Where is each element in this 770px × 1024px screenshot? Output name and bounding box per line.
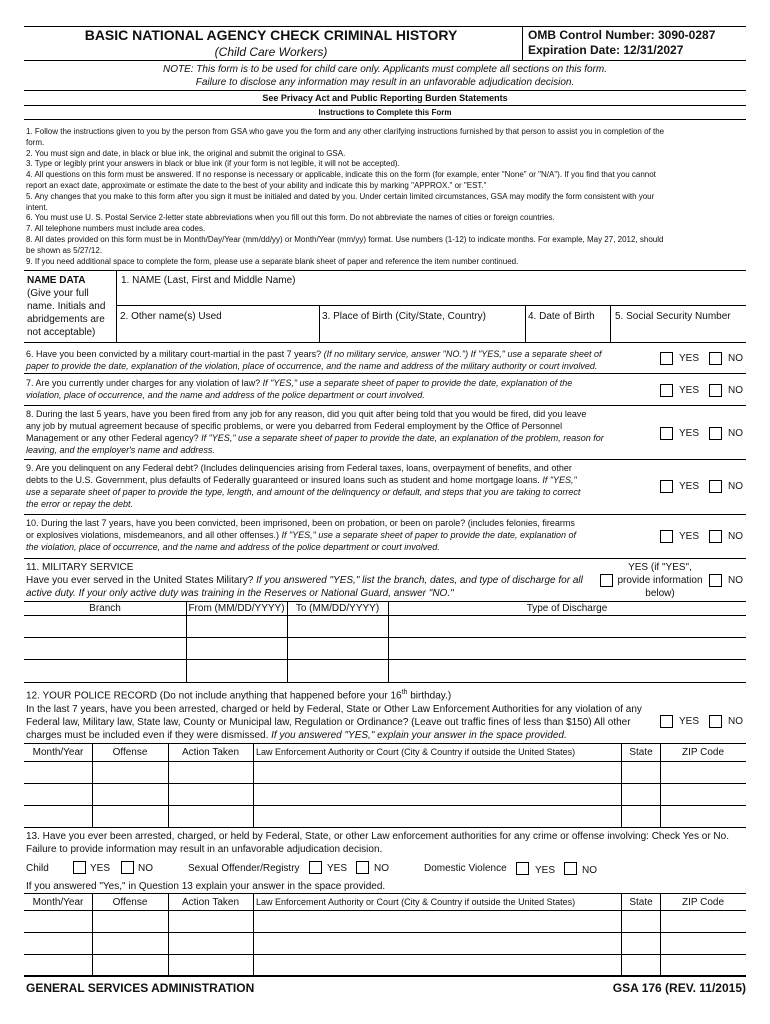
police-col-header: Action Taken bbox=[181, 747, 240, 758]
q13-domestic-label: Domestic Violence bbox=[424, 863, 507, 874]
military-table-bottom bbox=[24, 682, 746, 683]
q10-instruction: the violation, place of occurrence, and the name and address of the police department or court involved. bbox=[26, 542, 440, 552]
q7-yes-label: YES bbox=[679, 385, 700, 396]
q10-rule bbox=[24, 558, 746, 559]
q13-domestic-yes-checkbox[interactable] bbox=[516, 862, 529, 875]
q12-heading-sup: th bbox=[401, 689, 408, 696]
q11-no-checkbox[interactable] bbox=[709, 574, 722, 587]
q7-yes-checkbox[interactable] bbox=[660, 384, 673, 397]
expiration-date: Expiration Date: 12/31/2027 bbox=[528, 43, 684, 57]
q6-yes-label: YES bbox=[679, 353, 700, 364]
q9-instruction: If "YES," bbox=[539, 475, 577, 485]
police-col-header: Month/Year bbox=[32, 747, 84, 758]
military-col-header: To (MM/DD/YYYY) bbox=[295, 603, 380, 614]
q8-no-label: NO bbox=[728, 428, 743, 439]
place-of-birth-field[interactable] bbox=[320, 306, 525, 341]
q7-no-label: NO bbox=[728, 385, 743, 396]
q8-yes-checkbox[interactable] bbox=[660, 427, 673, 440]
q10-yes-checkbox[interactable] bbox=[660, 530, 673, 543]
q8-text: any job by mutual agreement because of specific problems, or were you debarred from Federal employment by the Office of Personnel bbox=[26, 421, 563, 431]
q13-child-yes-label: YES bbox=[90, 863, 111, 874]
police-row[interactable] bbox=[24, 762, 746, 783]
header-rule bbox=[24, 60, 746, 61]
q9-text: debts to the U.S. Government, plus defaults of Federally guaranteed or insured loans such as student and home mortgage loans. bbox=[26, 475, 540, 485]
question-6 bbox=[26, 348, 654, 372]
q13-domestic-no-checkbox[interactable] bbox=[564, 862, 577, 875]
q12-text: charges must be included even if they were dismissed. bbox=[26, 730, 269, 741]
form-subtitle: (Child Care Workers) bbox=[214, 45, 328, 59]
instruction-line: 6. You must use U. S. Postal Service 2-letter state abbreviations when you fill out this form. Do not abbreviate the names of cities or foreign countries. bbox=[26, 213, 555, 223]
instruction-line: form. bbox=[26, 137, 45, 147]
q10-no-checkbox[interactable] bbox=[709, 530, 722, 543]
q9-text: 9. Are you delinquent on any Federal debt? (Includes delinquencies arising from Federal taxes, loans, overpayment of benefits, and other bbox=[26, 463, 572, 473]
military-row[interactable] bbox=[24, 616, 746, 637]
q11-text: Have you ever served in the United States Military? bbox=[26, 575, 254, 586]
instructions-title: Instructions to Complete this Form bbox=[318, 108, 452, 117]
instructions-list bbox=[26, 127, 746, 267]
q13-sex-offender-no-label: NO bbox=[374, 863, 389, 874]
q6-text: 6. Have you been convicted by a military court-martial in the past 7 years? bbox=[26, 349, 322, 359]
q6-no-label: NO bbox=[728, 353, 743, 364]
q12-heading-text: birthday.) bbox=[407, 690, 452, 702]
q13-child-label: Child bbox=[26, 863, 49, 874]
instruction-line: 4. All questions on this form must be answered. If no response is necessary or applicable, indicate this on the form (for example, enter "None" or "N/A"). If you find that you cannot bbox=[26, 170, 656, 180]
q10-text: 10. During the last 7 years, have you been convicted, been imprisoned, been on probation, or been on parole? (includes felonies, firearms bbox=[26, 518, 575, 528]
question-8 bbox=[26, 408, 654, 456]
note-line-2: Failure to disclose any information may result in an unfavorable adjudication decision. bbox=[195, 77, 575, 88]
q8-rule bbox=[24, 459, 746, 460]
q13-table-bottom bbox=[24, 975, 746, 977]
q6-instruction: (If no military service, answer "NO.") If "YES," use a separate sheet of bbox=[321, 349, 602, 359]
question-9 bbox=[26, 462, 658, 510]
instruction-line: be shown as 5/27/12. bbox=[26, 245, 103, 255]
military-row[interactable] bbox=[24, 660, 746, 681]
q13-sex-offender-yes-label: YES bbox=[327, 863, 348, 874]
q12-heading-text: 12. YOUR POLICE RECORD (Do not include anything that happened before your 16 bbox=[26, 690, 402, 702]
q13-col-header: Month/Year bbox=[32, 897, 84, 908]
q11-yes-text: below) bbox=[645, 588, 675, 599]
question-7 bbox=[26, 377, 654, 401]
q10-text: or explosives violations, misdemeanors, and all other offenses.) bbox=[26, 530, 279, 540]
q9-instruction: the error or repay the debt. bbox=[26, 499, 134, 509]
question-11 bbox=[26, 561, 626, 600]
q13-child-yes-checkbox[interactable] bbox=[73, 861, 86, 874]
q9-yes-label: YES bbox=[679, 481, 700, 492]
instruction-line: report an exact date, approximate or estimate the date to the best of your ability and indicate this by marking "APPROX." or "EST." bbox=[26, 180, 487, 190]
q7-no-checkbox[interactable] bbox=[709, 384, 722, 397]
omb-number: OMB Control Number: 3090-0287 bbox=[528, 28, 716, 42]
footer-agency: GENERAL SERVICES ADMINISTRATION bbox=[26, 981, 255, 995]
q8-no-checkbox[interactable] bbox=[709, 427, 722, 440]
police-table-top bbox=[24, 743, 746, 744]
question-13 bbox=[26, 830, 746, 856]
q13-row[interactable] bbox=[24, 933, 746, 954]
instruction-line: 1. Follow the instructions given to you by the person from GSA who gave you the form and any other clarifying instructions furnished by that person to assist you in completion of the bbox=[26, 127, 665, 136]
form-title: BASIC NATIONAL AGENCY CHECK CRIMINAL HISTORY bbox=[84, 27, 458, 43]
q7-instruction: violation, place of occurrence, and the name and address of the police department or court involved. bbox=[26, 390, 425, 400]
name-data-label bbox=[27, 274, 115, 339]
q8-instruction: leaving, and the employer's name and address. bbox=[26, 445, 215, 455]
q13-row[interactable] bbox=[24, 955, 746, 975]
q11-instruction: active duty. If your only active duty was training in the Reserves or National Guard, answer "NO." bbox=[26, 588, 454, 599]
q12-no-checkbox[interactable] bbox=[709, 715, 722, 728]
instruction-line: intent. bbox=[26, 202, 48, 212]
name-data-note: abridgements are bbox=[27, 314, 105, 325]
q13-col-header: ZIP Code bbox=[681, 897, 725, 908]
q13-domestic-yes-label: YES bbox=[535, 865, 556, 876]
military-col-header: From (MM/DD/YYYY) bbox=[188, 603, 285, 614]
police-row[interactable] bbox=[24, 784, 746, 805]
q8-instruction: If "YES," use a separate sheet of paper to provide the date, an explanation of the problem, reason for bbox=[198, 433, 604, 443]
q13-sex-offender-label: Sexual Offender/Registry bbox=[188, 863, 300, 874]
q6-no-checkbox[interactable] bbox=[709, 352, 722, 365]
q12-yes-checkbox[interactable] bbox=[660, 715, 673, 728]
q11-yes-text: YES (if "YES", bbox=[628, 562, 692, 573]
q8-text: 8. During the last 5 years, have you been fired from any job for any reason, did you quit after being told that you would be fired, did you leave bbox=[26, 409, 587, 419]
q11-no-label: NO bbox=[728, 575, 743, 586]
name-data-note: (Give your full bbox=[27, 288, 89, 299]
q12-text: Federal law, Military law, State law, County or Municipal law, Regulation or Ordinance? (Leave out traffic fines of less than $150) All other bbox=[26, 717, 631, 728]
header-divider bbox=[522, 26, 523, 61]
q13-col-header: Law Enforcement Authority or Court (City & Country if outside the United States) bbox=[256, 897, 576, 907]
q12-no-label: NO bbox=[728, 716, 743, 727]
q13-sex-offender-yes-checkbox[interactable] bbox=[309, 861, 322, 874]
q12-instruction: If you answered "YES," explain your answer in the space provided. bbox=[268, 730, 567, 741]
q7-instruction: If "YES," use a separate sheet of paper to provide the date, explanation of the bbox=[260, 378, 573, 388]
military-row[interactable] bbox=[24, 638, 746, 659]
question-12 bbox=[26, 703, 652, 742]
police-table-bottom bbox=[24, 827, 746, 828]
police-col-header: ZIP Code bbox=[681, 747, 725, 758]
police-col-header: Offense bbox=[112, 747, 148, 758]
full-name-label: 1. NAME (Last, First and Middle Name) bbox=[121, 275, 296, 286]
q9-no-label: NO bbox=[728, 481, 743, 492]
q13-col-header: State bbox=[629, 897, 653, 908]
date-of-birth-field[interactable] bbox=[526, 306, 610, 341]
q6-instruction: paper to provide the date, explanation of the violation, place of occurrence, and the name and address of the military authority or court involved. bbox=[26, 361, 598, 371]
q6-yes-checkbox[interactable] bbox=[660, 352, 673, 365]
q13-table-top bbox=[24, 893, 746, 894]
other-names-field[interactable] bbox=[117, 306, 319, 341]
place-of-birth-label: 3. Place of Birth (City/State, Country) bbox=[322, 311, 486, 322]
name-data-heading: NAME DATA bbox=[27, 275, 86, 286]
name-data-note: not acceptable) bbox=[27, 327, 96, 338]
q10-yes-label: YES bbox=[679, 531, 700, 542]
q13-child-no-label: NO bbox=[138, 863, 153, 874]
police-row[interactable] bbox=[24, 806, 746, 826]
q11-yes-label bbox=[614, 561, 706, 600]
full-name-field[interactable] bbox=[117, 271, 746, 305]
name-data-bottom-rule bbox=[24, 342, 746, 343]
q8-text: Management or any other Federal agency? bbox=[26, 433, 199, 443]
date-of-birth-label: 4. Date of Birth bbox=[528, 311, 595, 322]
police-col-header: Law Enforcement Authority or Court (City & Country if outside the United States) bbox=[256, 747, 576, 757]
instruction-line: 8. All dates provided on this form must be in Month/Day/Year (mm/dd/yy) or Month/Year (mm/yy) format. Use numbers (1-12) to indicate months. For example, May 27, 2012, should bbox=[26, 234, 664, 244]
instruction-line: 9. If you need additional space to complete the form, please use a separate blank sheet of paper and reference the item number continued. bbox=[26, 256, 519, 266]
q11-yes-text: provide information bbox=[617, 575, 703, 586]
military-col-header: Type of Discharge bbox=[526, 603, 608, 614]
question-10 bbox=[26, 517, 658, 553]
instruction-line: 5. Any changes that you make to this form after you sign it must be initialed and dated by you. Under certain limited circumstances, GSA may modify the form consistent with your bbox=[26, 191, 655, 201]
footer-form-number: GSA 176 (REV. 11/2015) bbox=[612, 981, 746, 995]
q11-yes-checkbox[interactable] bbox=[600, 574, 613, 587]
q9-instruction: use a separate sheet of paper to provide the type, length, and amount of the delinquency or default, and steps that you are taking to correct bbox=[26, 487, 581, 497]
q12-yes-label: YES bbox=[679, 716, 700, 727]
q13-col-header: Action Taken bbox=[181, 897, 240, 908]
q13-sex-offender-no-checkbox[interactable] bbox=[356, 861, 369, 874]
q9-yes-checkbox[interactable] bbox=[660, 480, 673, 493]
q7-rule bbox=[24, 405, 746, 406]
note-rule bbox=[24, 90, 746, 91]
instruction-line: 3. Type or legibly print your answers in black or blue ink (if your form is not legible, it will not be accepted). bbox=[26, 159, 400, 169]
instruction-line: 7. All telephone numbers must include area codes. bbox=[26, 224, 206, 234]
police-col-header: State bbox=[629, 747, 653, 758]
other-names-label: 2. Other name(s) Used bbox=[120, 311, 222, 322]
q13-text: Failure to provide information may result in an unfavorable adjudication decision. bbox=[26, 844, 383, 855]
military-col-header: Branch bbox=[89, 603, 121, 614]
q11-heading: 11. MILITARY SERVICE bbox=[26, 562, 134, 573]
q6-rule bbox=[24, 373, 746, 374]
q13-text: 13. Have you ever been arrested, charged, or held by Federal, State, or other Law enforcement authorities for any crime or offense involving: Check Yes or No. bbox=[26, 831, 729, 842]
q13-row[interactable] bbox=[24, 911, 746, 932]
q13-explain: If you answered "Yes," in Question 13 explain your answer in the space provided. bbox=[26, 881, 386, 892]
instruction-line: 2. You must sign and date, in black or blue ink, the original and submit the original to GSA. bbox=[26, 148, 346, 158]
q10-no-label: NO bbox=[728, 531, 743, 542]
q11-instruction: If you answered "YES," list the branch, dates, and type of discharge for all bbox=[253, 575, 583, 586]
q13-domestic-no-label: NO bbox=[582, 865, 597, 876]
q12-text: In the last 7 years, have you been arrested, charged or held by Federal, State or Other Law Enforcement Authorities for any violation of any bbox=[26, 704, 642, 715]
privacy-statement-link[interactable]: See Privacy Act and Public Reporting Burden Statements bbox=[262, 93, 508, 103]
q10-instruction: If "YES," use a separate sheet of paper to provide the date, explanation of bbox=[278, 530, 577, 540]
q8-yes-label: YES bbox=[679, 428, 700, 439]
name-data-note: name. Initials and bbox=[27, 301, 106, 312]
instructions-title-rule bbox=[24, 119, 746, 120]
q7-text: 7. Are you currently under charges for any violation of law? bbox=[26, 378, 261, 388]
q9-rule bbox=[24, 514, 746, 515]
q9-no-checkbox[interactable] bbox=[709, 480, 722, 493]
ssn-label: 5. Social Security Number bbox=[615, 311, 731, 322]
privacy-rule bbox=[24, 105, 746, 106]
q13-child-no-checkbox[interactable] bbox=[121, 861, 134, 874]
q13-col-header: Offense bbox=[112, 897, 148, 908]
q12-heading bbox=[26, 686, 646, 702]
ssn-field[interactable] bbox=[611, 306, 746, 341]
note-line-1: NOTE: This form is to be used for child care only. Applicants must complete all sections on this form. bbox=[162, 64, 608, 75]
